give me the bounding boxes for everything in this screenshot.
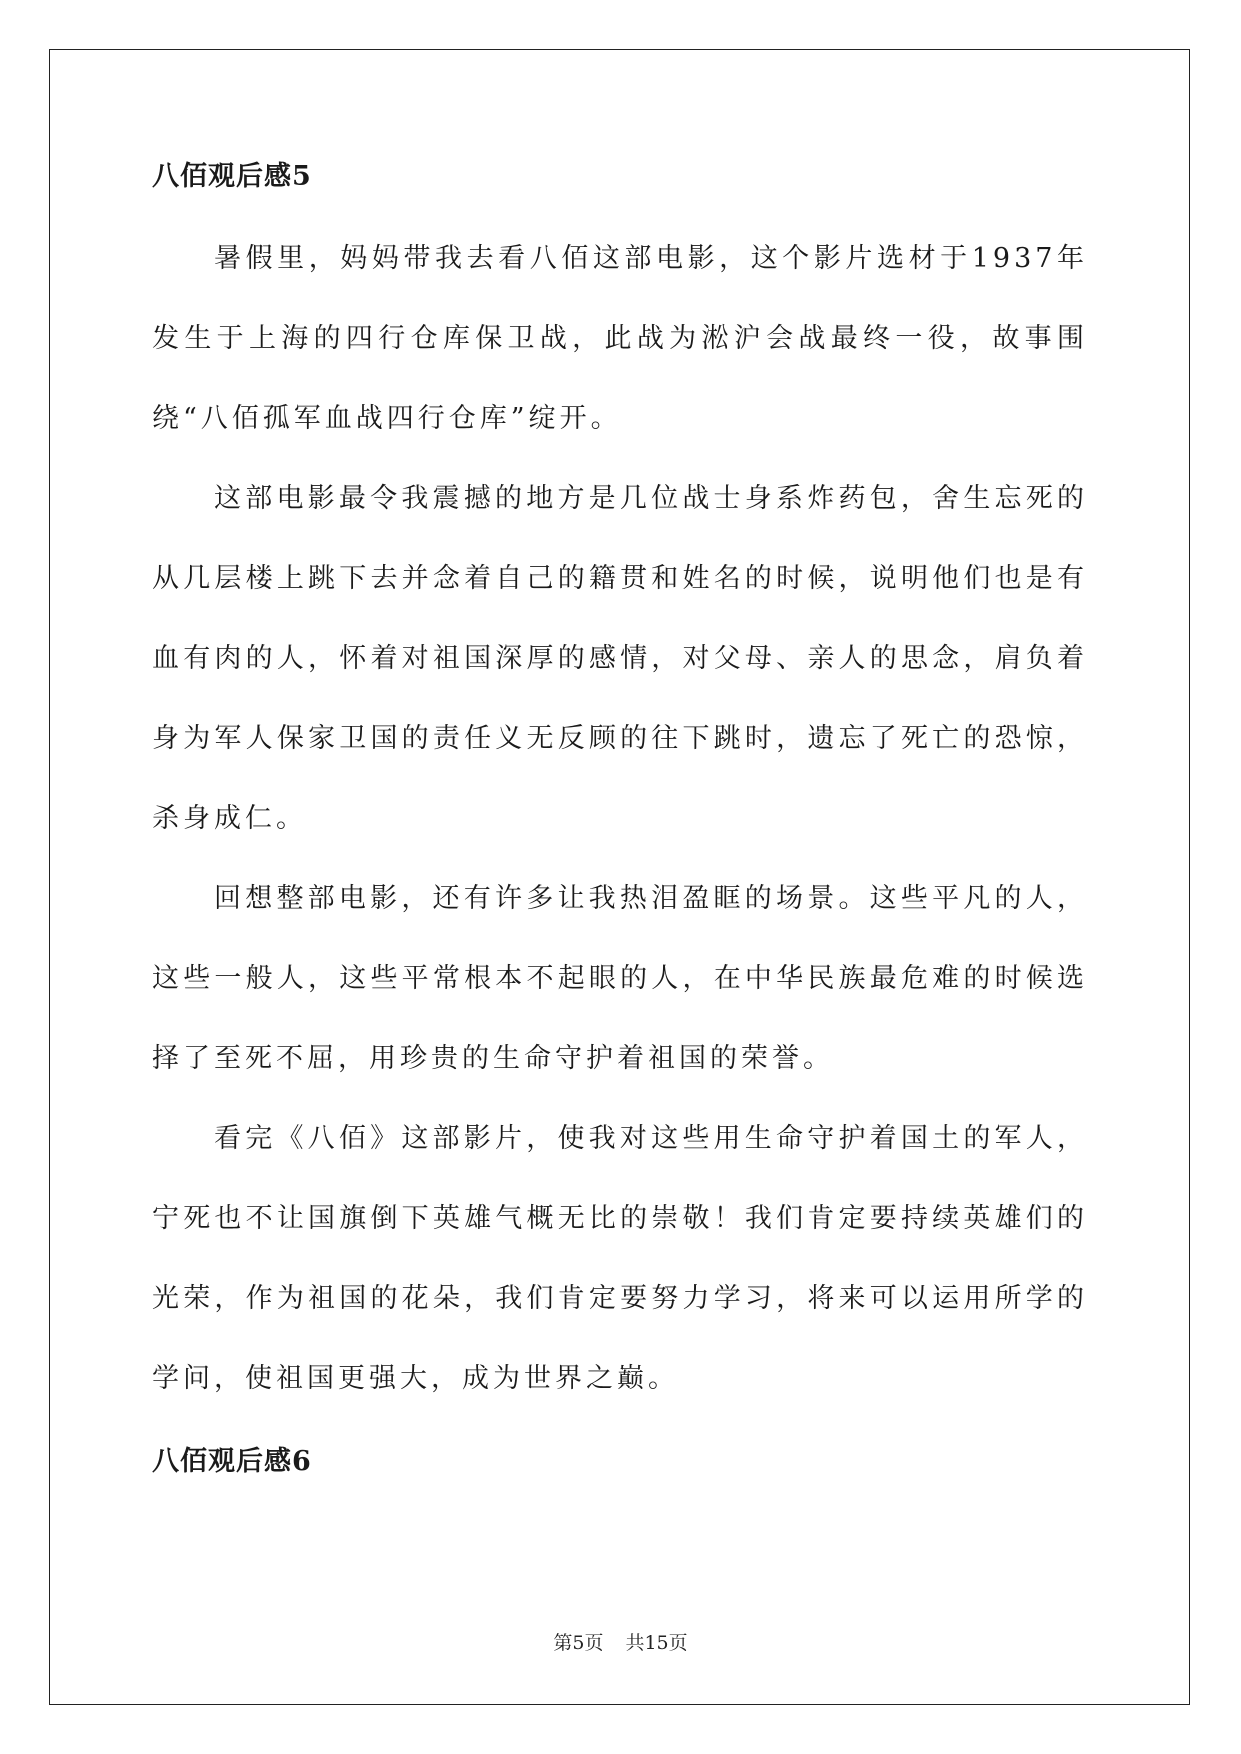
page-number: 第5页 <box>553 1632 604 1654</box>
paragraph: 回想整部电影，还有许多让我热泪盈眶的场景。这些平凡的人，这些一般人，这些平常根本不起眼的人，在中华民族最危难的时候选择了至死不屈，用珍贵的生命守护着祖国的荣誉。 <box>152 883 1088 1074</box>
section-heading: 八佰观后感6 <box>152 1446 312 1477</box>
paragraph: 暑假里，妈妈带我去看八佰这部电影，这个影片选材于1937年发生于上海的四行仓库保卫战，此战为淞沪会战最终一役，故事围绕“八佰孤军血战四行仓库”绽开。 <box>152 243 1088 434</box>
paragraph: 看完《八佰》这部影片，使我对这些用生命守护着国土的军人，宁死也不让国旗倒下英雄气概无比的崇敬！我们肯定要持续英雄们的光荣，作为祖国的花朵，我们肯定要努力学习，将来可以运用所学的学问，使祖国更强大，成为世界之巅。 <box>152 1123 1088 1394</box>
page-footer <box>0 1631 1241 1655</box>
document-body <box>152 158 1088 1480</box>
paragraph: 这部电影最令我震撼的地方是几位战士身系炸药包，舍生忘死的从几层楼上跳下去并念着自己的籍贯和姓名的时候，说明他们也是有血有肉的人，怀着对祖国深厚的感情，对父母、亲人的思念，肩负着身为军人保家卫国的责任义无反顾的往下跳时，遗忘了死亡的恐惊，杀身成仁。 <box>152 483 1088 834</box>
section-heading: 八佰观后感5 <box>152 161 312 192</box>
page-total: 共15页 <box>625 1632 688 1654</box>
